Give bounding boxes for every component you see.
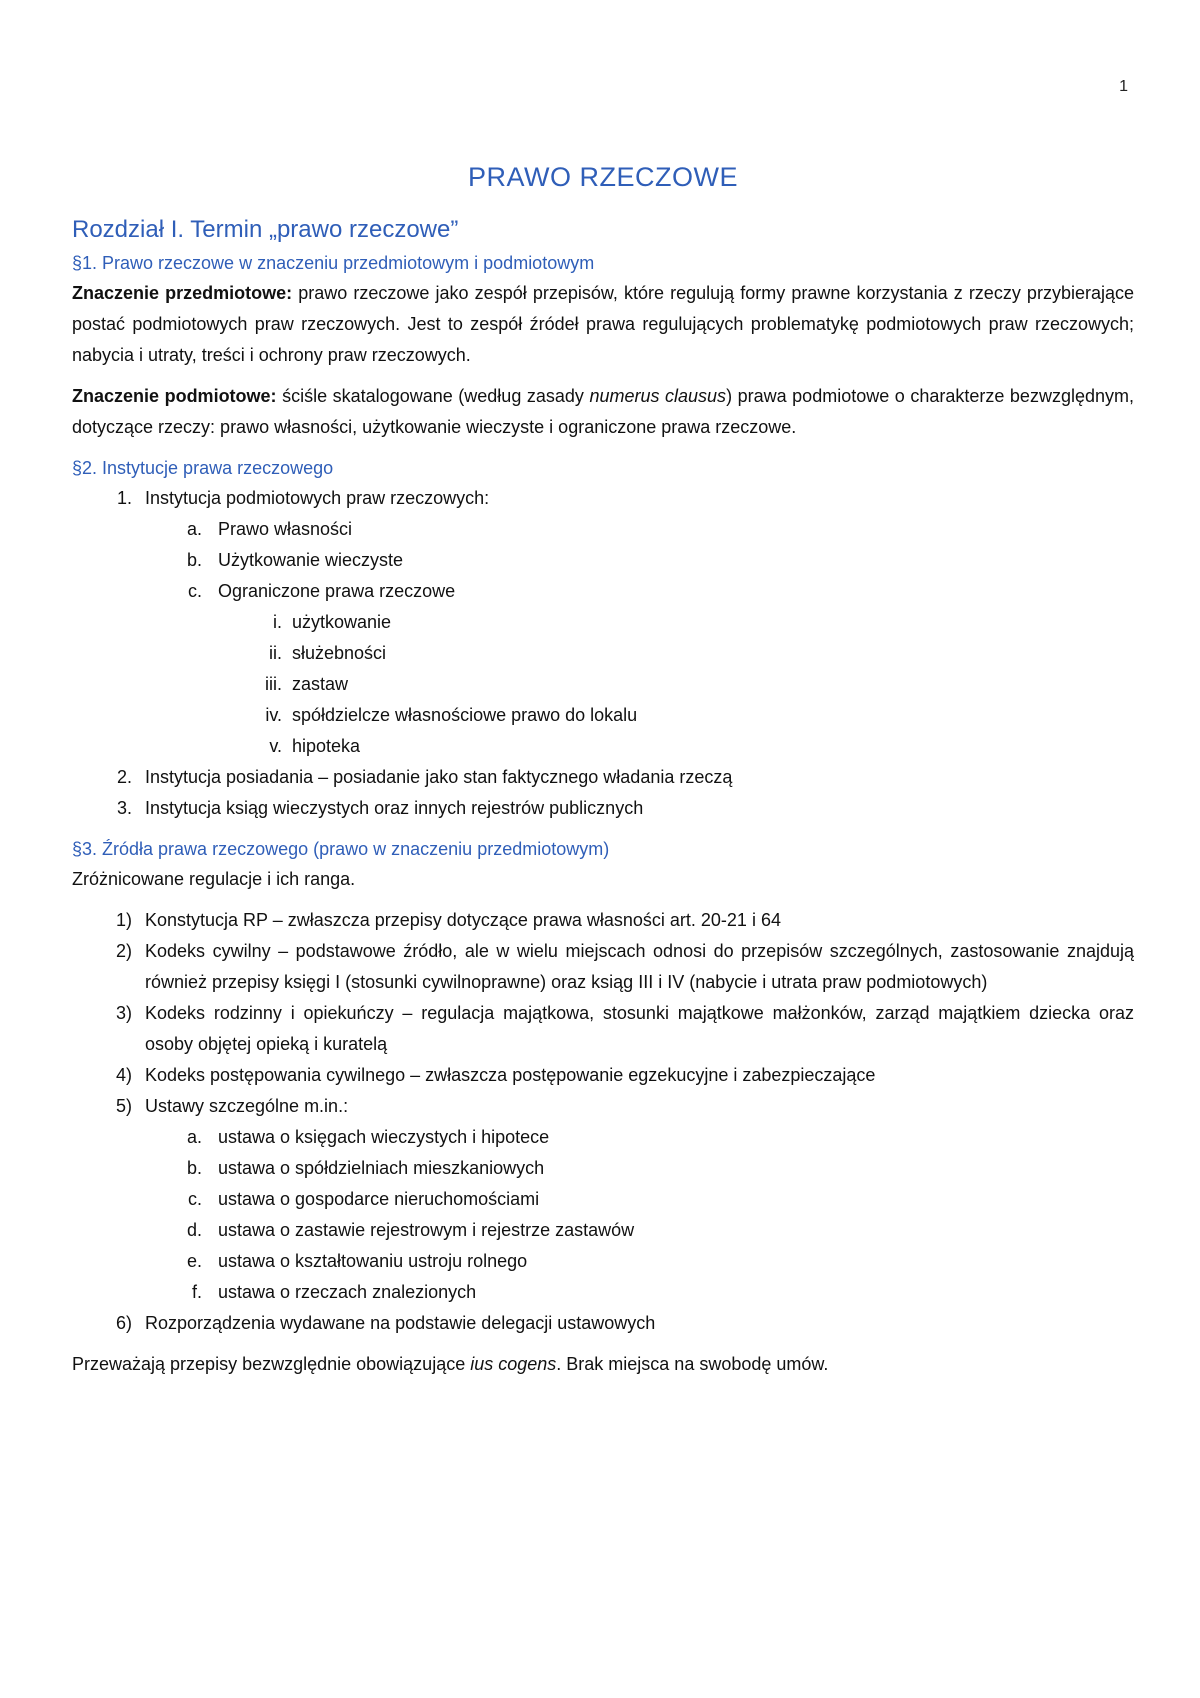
list-item (72, 1184, 1134, 1215)
ius-cogens-term: ius cogens (470, 1354, 557, 1374)
list-marker: iii. (265, 674, 282, 694)
list-item-text: Instytucja posiadania – posiadanie jako stan faktycznego władania rzeczą (145, 767, 733, 787)
list-item-text: spółdzielcze własnościowe prawo do lokalu (292, 705, 638, 725)
closing-paragraph (72, 1349, 1134, 1380)
page-number: 1 (1119, 78, 1128, 95)
section-1-heading: §1. Prawo rzeczowe w znaczeniu przedmiotowym i podmiotowym (72, 253, 595, 273)
list-item-text: Prawo własności (218, 519, 353, 539)
section-2-heading: §2. Instytucje prawa rzeczowego (72, 458, 334, 478)
chapter-heading: Rozdział I. Termin „prawo rzeczowe” (72, 216, 459, 243)
list-marker: b. (186, 550, 202, 570)
list-marker: 6) (115, 1313, 132, 1333)
list-item-text: ustawa o gospodarce nieruchomościami (218, 1189, 540, 1209)
list-item (72, 1122, 1134, 1153)
list-marker: 3. (116, 798, 132, 818)
list-item-text: użytkowanie (292, 612, 392, 632)
list-item-text: Rozporządzenia wydawane na podstawie delegacji ustawowych (145, 1313, 656, 1333)
list-item (72, 731, 1134, 762)
subjective-meaning-text-b: ) prawa podmiotowe o charakterze bezwzględnym, dotyczące rzeczy: prawo własności, użytkowanie wieczyste i ograniczone prawa rzeczowe. (72, 386, 1134, 437)
list-item-text: zastaw (292, 674, 349, 694)
list-item-text: ustawa o spółdzielniach mieszkaniowych (218, 1158, 545, 1178)
list-marker: 3) (115, 1003, 132, 1023)
list-item (72, 1246, 1134, 1277)
list-item-text: ustawa o rzeczach znalezionych (218, 1282, 477, 1302)
list-marker: 5) (115, 1096, 132, 1116)
list-marker: c. (187, 581, 202, 601)
paragraph-subjective-meaning (72, 381, 1134, 443)
list-item (72, 1060, 1134, 1091)
list-item-text: Instytucja ksiąg wieczystych oraz innych rejestrów publicznych (145, 798, 644, 818)
list-marker: f. (191, 1282, 202, 1302)
list-item (72, 545, 1134, 576)
list-item (72, 607, 1134, 638)
list-marker: 4) (115, 1065, 132, 1085)
list-item (72, 905, 1134, 936)
list-item (72, 1091, 1134, 1122)
list-item (72, 1215, 1134, 1246)
list-item (72, 762, 1134, 793)
list-item (72, 638, 1134, 669)
list-item (72, 700, 1134, 731)
list-marker: e. (186, 1251, 202, 1271)
list-item-text: Instytucja podmiotowych praw rzeczowych: (145, 488, 490, 508)
list-item-text: służebności (292, 643, 387, 663)
list-item-text: ustawa o zastawie rejestrowym i rejestrze zastawów (218, 1220, 635, 1240)
list-marker: b. (186, 1158, 202, 1178)
list-marker: 2) (115, 941, 132, 961)
numerus-clausus-term: numerus clausus (589, 386, 727, 406)
list-item (72, 483, 1134, 514)
list-marker: v. (269, 736, 282, 756)
list-item-text: hipoteka (292, 736, 361, 756)
list-item (72, 576, 1134, 607)
list-item (72, 514, 1134, 545)
paragraph-objective-meaning (72, 278, 1134, 371)
list-marker: 1) (115, 910, 132, 930)
list-item-text: ustawa o kształtowaniu ustroju rolnego (218, 1251, 528, 1271)
list-marker: a. (186, 519, 202, 539)
list-item (72, 998, 1134, 1060)
list-marker: 1. (116, 488, 132, 508)
list-marker: d. (186, 1220, 202, 1240)
list-marker: a. (186, 1127, 202, 1147)
list-marker: c. (187, 1189, 202, 1209)
document-body (72, 160, 1134, 1380)
subjective-meaning-text-a: ściśle skatalogowane (według zasady (276, 386, 590, 406)
list-item-text: ustawa o księgach wieczystych i hipotece (218, 1127, 550, 1147)
list-item (72, 1308, 1134, 1339)
subjective-meaning-label: Znaczenie podmiotowe: (72, 386, 277, 406)
list-item-text: Kodeks cywilny – podstawowe źródło, ale w wielu miejscach odnosi do przepisów szczególnych, zastosowanie znajdują również przepisy księgi I (stosunki cywilnoprawne) oraz ksiąg III i IV (nabycie i utrata praw podmiotowych) (145, 941, 1134, 992)
list-item-text: Kodeks postępowania cywilnego – zwłaszcza postępowanie egzekucyjne i zabezpieczające (145, 1065, 876, 1085)
section-3-heading: §3. Źródła prawa rzeczowego (prawo w znaczeniu przedmiotowym) (72, 839, 610, 859)
document-title: PRAWO RZECZOWE (468, 162, 738, 192)
list-marker: i. (273, 612, 282, 632)
objective-meaning-text: prawo rzeczowe jako zespół przepisów, które regulują formy prawne korzystania z rzeczy przybierające postać podmiotowych praw rzeczowych. Jest to zespół źródeł prawa regulujących problematykę podmiotowych praw rzeczowych; nabycia i utraty, treści i ochrony praw rzeczowych. (72, 283, 1134, 365)
list-item (72, 669, 1134, 700)
list-item-text: Ustawy szczególne m.in.: (145, 1096, 349, 1116)
list-marker: ii. (269, 643, 282, 663)
list-item-text: Użytkowanie wieczyste (218, 550, 404, 570)
list-item (72, 1153, 1134, 1184)
closing-text-a: Przeważają przepisy bezwzględnie obowiązujące (72, 1354, 471, 1374)
closing-text-b: . Brak miejsca na swobodę umów. (556, 1354, 829, 1374)
list-marker: iv. (265, 705, 282, 725)
objective-meaning-label: Znaczenie przedmiotowe: (72, 283, 293, 303)
list-item (72, 1277, 1134, 1308)
section-3-intro: Zróżnicowane regulacje i ich ranga. (72, 869, 356, 889)
list-item-text: Konstytucja RP – zwłaszcza przepisy dotyczące prawa własności art. 20-21 i 64 (145, 910, 781, 930)
list-item (72, 793, 1134, 824)
list-item-text: Ograniczone prawa rzeczowe (218, 581, 456, 601)
list-item-text: Kodeks rodzinny i opiekuńczy – regulacja majątkowa, stosunki majątkowe małżonków, zarząd majątkiem dziecka oraz osoby objętej opieką i kuratelą (145, 1003, 1134, 1054)
list-marker: 2. (116, 767, 132, 787)
list-item (72, 936, 1134, 998)
